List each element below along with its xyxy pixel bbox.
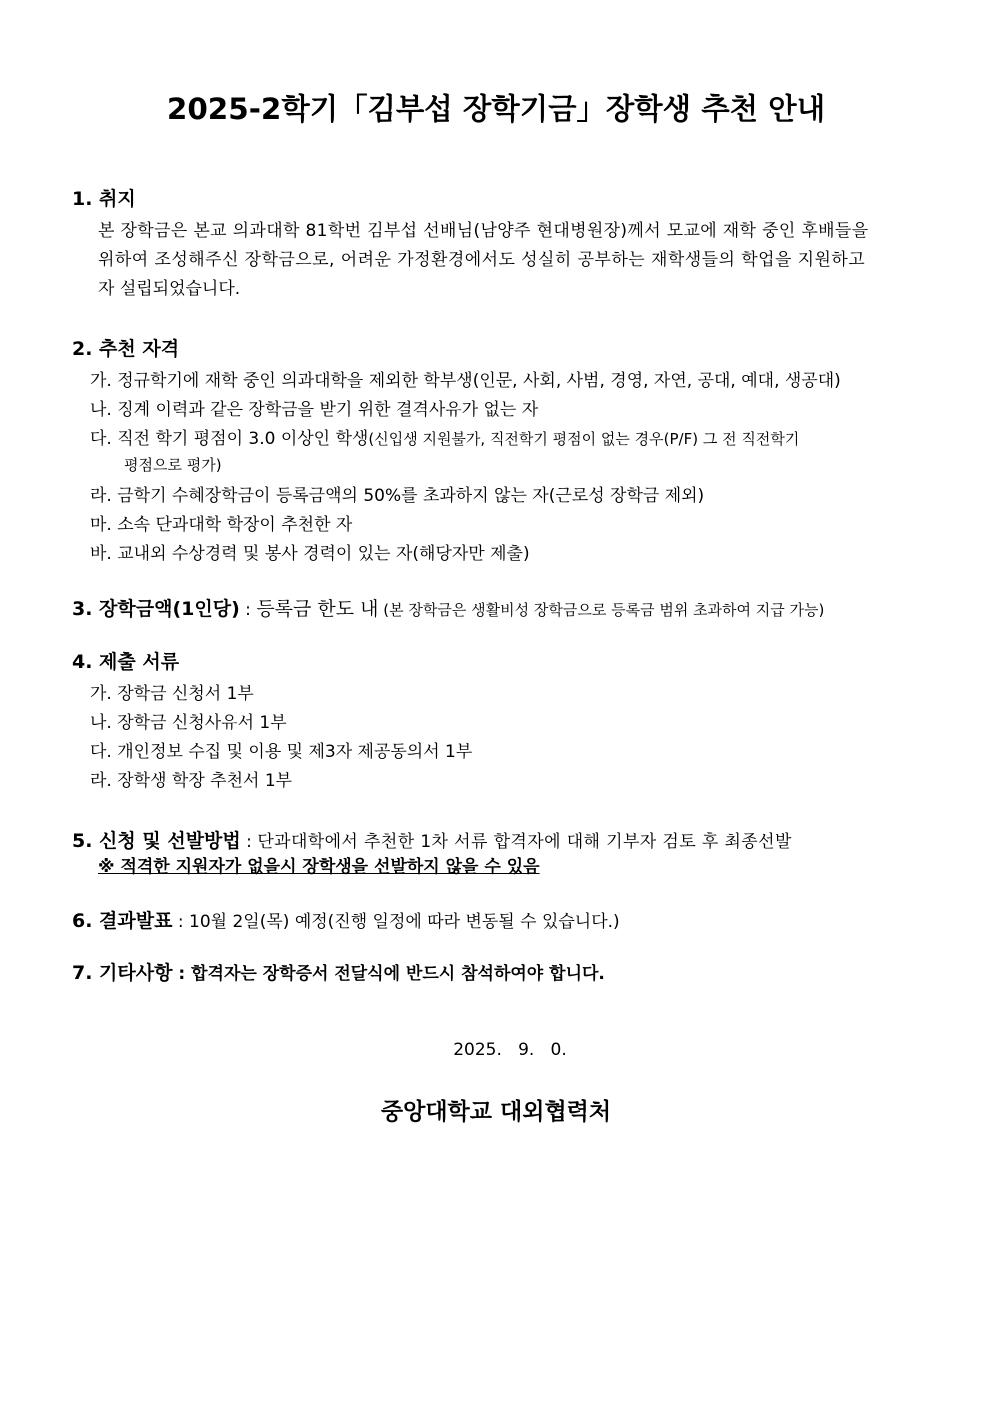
section-6: 6. 결과발표 : 10월 2일(목) 예정(진행 일정에 따라 변동될 수 있습니다.): [72, 910, 620, 932]
eligibility-item: 바. 교내외 수상경력 및 봉사 경력이 있는 자(해당자만 제출): [90, 544, 530, 564]
section-1-line-1: 본 장학금은 본교 의과대학 81학번 김부섭 선배님(남양주 현대병원장)께서 모교에 재학 중인 후배들을: [98, 221, 869, 241]
section-1-line-3: 자 설립되었습니다.: [98, 279, 241, 299]
section-7-heading: 7. 기타사항: [72, 962, 173, 984]
eligibility-note-continued: 평점으로 평가): [124, 456, 222, 474]
section-7: [72, 958, 605, 985]
section-5-heading: 5. 신청 및 선발방법: [72, 830, 241, 852]
section-5: 5. 신청 및 선발방법 : 단과대학에서 추천한 1차 서류 합격자에 대해 기부자 검토 후 최종선발: [72, 830, 792, 852]
document-date: 2025. 9. 0.: [453, 1040, 567, 1060]
eligibility-item: 다. 직전 학기 평점이 3.0 이상인 학생(신입생 지원불가, 직전학기 평점이 없는 경우(P/F) 그 전 직전학기: [90, 429, 800, 449]
scholarship-amount-note: (본 장학금은 생활비성 장학금으로 등록금 범위 초과하여 지급 가능): [378, 601, 825, 619]
section-1-line-2: 위하여 조성해주신 장학금으로, 어려운 가정환경에서도 성실히 공부하는 재학생들의 학업을 지원하고: [98, 250, 866, 270]
eligibility-item: 가. 정규학기에 재학 중인 의과대학을 제외한 학부생(인문, 사회, 사범, 경영, 자연, 공대, 예대, 생공대): [90, 371, 841, 391]
other-notes: : 합격자는 장학증서 전달식에 반드시 참석하여야 합니다.: [172, 964, 605, 984]
issuing-organization: 중앙대학교 대외협력처: [380, 1099, 612, 1125]
selection-warning: ※ 적격한 지원자가 없을시 장학생을 선발하지 않을 수 있음: [98, 857, 540, 877]
selection-method: 단과대학에서 추천한 1차 서류 합격자에 대해 기부자 검토 후 최종선발: [257, 832, 792, 852]
eligibility-item: 나. 징계 이력과 같은 장학금을 받기 위한 결격사유가 없는 자: [90, 400, 539, 420]
document-item: 라. 장학생 학장 추천서 1부: [90, 771, 293, 791]
section-3: 3. 장학금액(1인당) : 등록금 한도 내 (본 장학금은 생활비성 장학금으로 등록금 범위 초과하여 지급 가능): [72, 598, 825, 620]
scholarship-amount: 등록금 한도 내: [256, 598, 379, 620]
document-title: 2025-2학기「김부섭 장학기금」장학생 추천 안내: [166, 92, 826, 126]
eligibility-item: 마. 소속 단과대학 학장이 추천한 자: [90, 515, 353, 535]
result-announcement: 10월 2일(목) 예정(진행 일정에 따라 변동될 수 있습니다.): [189, 912, 620, 932]
document-item: 가. 장학금 신청서 1부: [90, 684, 254, 704]
document-item: 다. 개인정보 수집 및 이용 및 제3자 제공동의서 1부: [90, 742, 473, 762]
eligibility-note: (신입생 지원불가, 직전학기 평점이 없는 경우(P/F) 그 전 직전학기: [368, 430, 800, 448]
eligibility-item: 라. 금학기 수혜장학금이 등록금액의 50%를 초과하지 않는 자(근로성 장학금 제외): [90, 486, 705, 506]
document-item: 나. 장학금 신청사유서 1부: [90, 713, 287, 733]
section-1-heading: 1. 취지: [72, 188, 136, 210]
section-2-heading: 2. 추천 자격: [72, 338, 180, 360]
section-4-heading: 4. 제출 서류: [72, 651, 180, 673]
section-3-heading: 3. 장학금액(1인당): [72, 598, 240, 620]
section-6-heading: 6. 결과발표: [72, 910, 173, 932]
